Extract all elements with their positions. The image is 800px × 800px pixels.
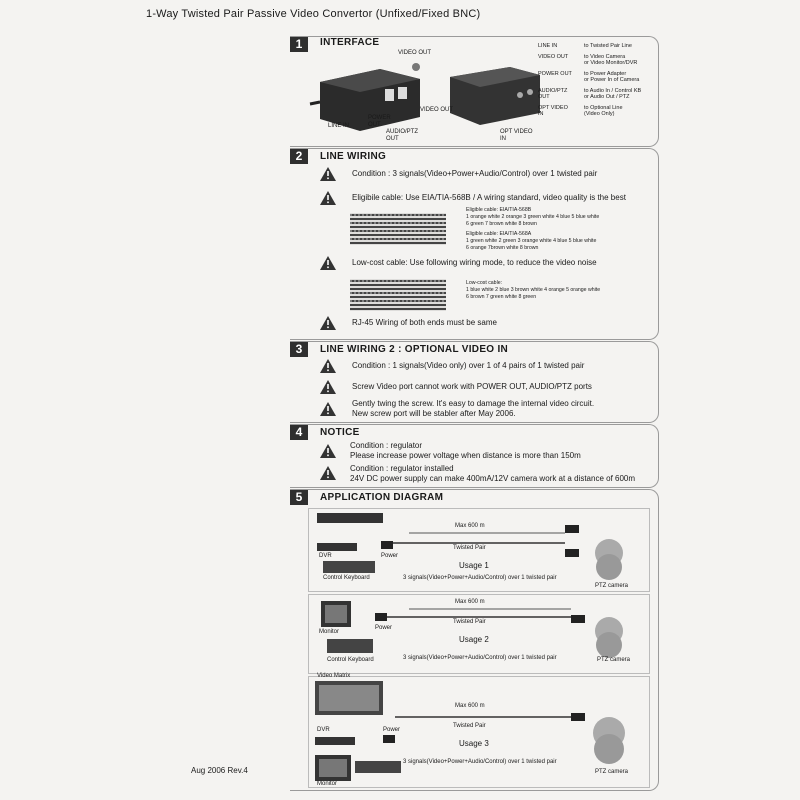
keyboard-label: Control Keyboard [327,657,374,663]
usage-description: 3 signals(Video+Power+Audio/Control) over 1 twisted pair [403,655,557,661]
warning-icon [320,466,336,480]
legend-description: to Optional Line (Video Only) [584,104,623,117]
section-number: 5 [290,490,308,505]
section-application [290,489,659,791]
section-title: LINE WIRING [320,151,387,162]
keyboard-label: Control Keyboard [323,575,370,581]
label-video-out-right: VIDEO OUT [420,107,454,113]
legend-key: VIDEO OUT [538,53,569,60]
camera-label: PTZ camera [597,657,631,663]
document-title: 1-Way Twisted Pair Passive Video Convertor (Unfixed/Fixed BNC) [146,8,481,20]
lowcost-title: Low-cost cable: [466,280,503,286]
legend-row [538,43,656,50]
twisted-pair-label: Twisted Pair [453,545,486,551]
usage-diagram [308,508,650,592]
legend-row [538,88,656,101]
label-opt-video-in: OPT VIDEO IN [500,129,533,142]
section-number: 4 [290,425,308,440]
info-line: Screw Video port cannot work with POWER OUT, AUDIO/PTZ ports [352,382,592,391]
usage-diagram [308,673,650,788]
warning-icon [320,359,336,373]
notice-line: Condition : regulator [350,441,423,450]
warning-icon [320,316,336,330]
legend-row [538,71,656,84]
warning-icon [320,402,336,416]
legend-key: OPT VIDEO IN [538,104,568,117]
monitor-label: Monitor [319,629,340,635]
lowcost-row: 6 brown 7 green white 8 green [466,294,537,300]
legend-key: AUDIO/PTZ OUT [538,87,568,100]
power-label: Power [383,727,401,733]
label-video-out-top: VIDEO OUT [398,50,432,56]
legend-row [538,54,656,67]
twisted-pair-label: Twisted Pair [453,723,486,729]
revision-footer: Aug 2006 Rev.4 [191,766,248,775]
usage-description: 3 signals(Video+Power+Audio/Control) over 1 twisted pair [403,759,557,765]
usage-name: Usage 3 [459,739,489,748]
section-line-wiring-2 [290,341,659,423]
wiring-diagram-eligible [346,211,456,247]
dvr-label: DVR [317,727,330,733]
usage-name: Usage 1 [459,561,489,570]
rj45-text: RJ-45 Wiring of both ends must be same [352,318,497,327]
distance-label: Max 600 m [455,703,485,709]
notice-line: 24V DC power supply can make 400mA/12V camera work at a distance of 600m [350,474,636,483]
camera-label: PTZ camera [595,583,629,589]
usage-name: Usage 2 [459,635,489,644]
lowcost-text: Low-cost cable: Use following wiring mode, to reduce the video noise [352,258,597,267]
notice-line: Please increase power voltage when distance is more than 150m [350,451,581,460]
wiring-diagram-lowcost [346,277,456,313]
eligible-b-title: Eligible cable: EIA/TIA-568B [466,207,532,213]
eligible-b-row: 1 orange white 2 orange 3 green white 4 blue 5 blue white [466,214,600,220]
lowcost-row: 1 blue white 2 blue 3 brown white 4 orange 5 orange white [466,287,601,293]
section-number: 1 [290,37,308,52]
section-number: 3 [290,342,308,357]
dvr-label: DVR [319,553,332,559]
twisted-pair-label: Twisted Pair [453,619,486,625]
warning-icon [320,191,336,205]
section-notice [290,424,659,488]
legend-key: LINE IN [538,43,558,49]
section-title: APPLICATION DIAGRAM [320,492,444,503]
warning-icon [320,444,336,458]
legend-key: POWER OUT [538,70,572,77]
interface-legend [538,43,656,122]
info-line: Condition : 1 signals(Video only) over 1 of 4 pairs of 1 twisted pair [352,361,585,370]
eligible-a-row: 6 orange 7brown white 8 brown [466,245,539,251]
section-title: NOTICE [320,427,360,438]
distance-label: Max 600 m [455,599,485,605]
power-label: Power [375,625,393,631]
usage-description: 3 signals(Video+Power+Audio/Control) over 1 twisted pair [403,575,557,581]
info-line: Gently twing the screw. It's easy to damage the internal video circuit. [352,399,595,408]
monitor-label: Monitor [317,781,338,787]
label-power-out: POWER OUT [368,115,391,128]
distance-label: Max 600 m [455,523,485,529]
eligible-a-row: 1 green white 2 green 3 orange white 4 blue 5 blue white [466,238,597,244]
legend-description: to Power Adapter or Power In of Camera [584,70,640,83]
notice-line: Condition : regulator installed [350,464,454,473]
section-title: LINE WIRING 2 : OPTIONAL VIDEO IN [320,344,509,355]
label-line-in: LINE IN [328,123,350,129]
info-line: New screw port will be stabler after May 2006. [352,409,516,418]
section-line-wiring [290,148,659,340]
label-audio-ptz-out: AUDIO/PTZ OUT [386,129,419,142]
usage-diagram [308,594,650,674]
power-label: Power [381,553,399,559]
section-interface [290,36,659,147]
condition-text: Condition : 3 signals(Video+Power+Audio/Control) over 1 twisted pair [352,169,598,178]
section-title: INTERFACE [320,37,380,48]
warning-icon [320,167,336,181]
legend-description: to Video Camera or Video Monitor/DVR [584,53,638,66]
eligible-b-row: 6 green 7 brown white 8 brown [466,221,537,227]
eligible-text: Eligibile cable: Use EIA/TIA-568B / A wiring standard, video quality is the best [352,193,626,202]
section-number: 2 [290,149,308,164]
warning-icon [320,256,336,270]
legend-description: to Audio In / Control KB or Audio Out / PTZ [584,87,642,100]
camera-label: PTZ camera [595,769,629,775]
eligible-a-title: Eligible cable: EIA/TIA-568A [466,231,532,237]
video-matrix-label: Video Matrix [317,673,351,679]
legend-description: to Twisted Pair Line [584,43,632,49]
legend-row [538,105,656,118]
warning-icon [320,380,336,394]
